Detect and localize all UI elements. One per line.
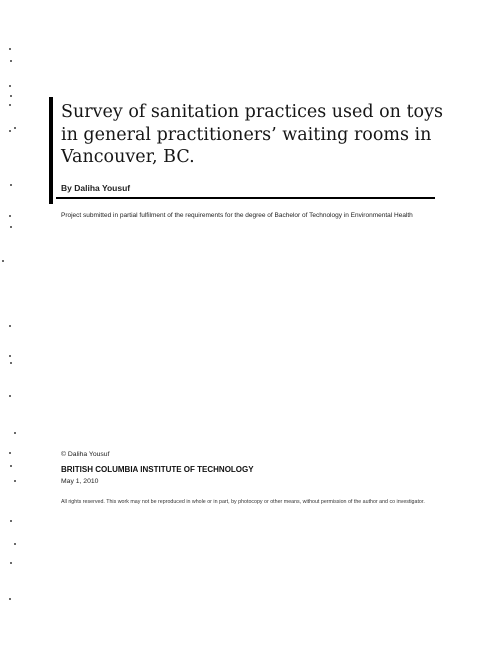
copyright-line: © Daliha Yousuf: [61, 451, 110, 458]
title-divider: [56, 197, 435, 199]
project-statement: Project submitted in partial fulfilment of the requirements for the degree of Bachelor of Technology in Environmental Health: [61, 212, 413, 219]
institution-name: BRITISH COLUMBIA INSTITUTE OF TECHNOLOGY: [61, 465, 254, 474]
title-accent-bar: [49, 97, 53, 204]
submission-date: May 1, 2010: [61, 478, 99, 485]
scan-margin-marks: [0, 0, 30, 647]
document-title: Survey of sanitation practices used on toys in general practitioners’ waiting rooms in Vancouver, BC.: [61, 102, 443, 167]
author-line: By Daliha Yousuf: [61, 183, 131, 193]
rights-notice: All rights reserved. This work may not be reproduced in whole or in part, by photocopy or other means, without permission of the author and co investigator.: [61, 499, 425, 505]
